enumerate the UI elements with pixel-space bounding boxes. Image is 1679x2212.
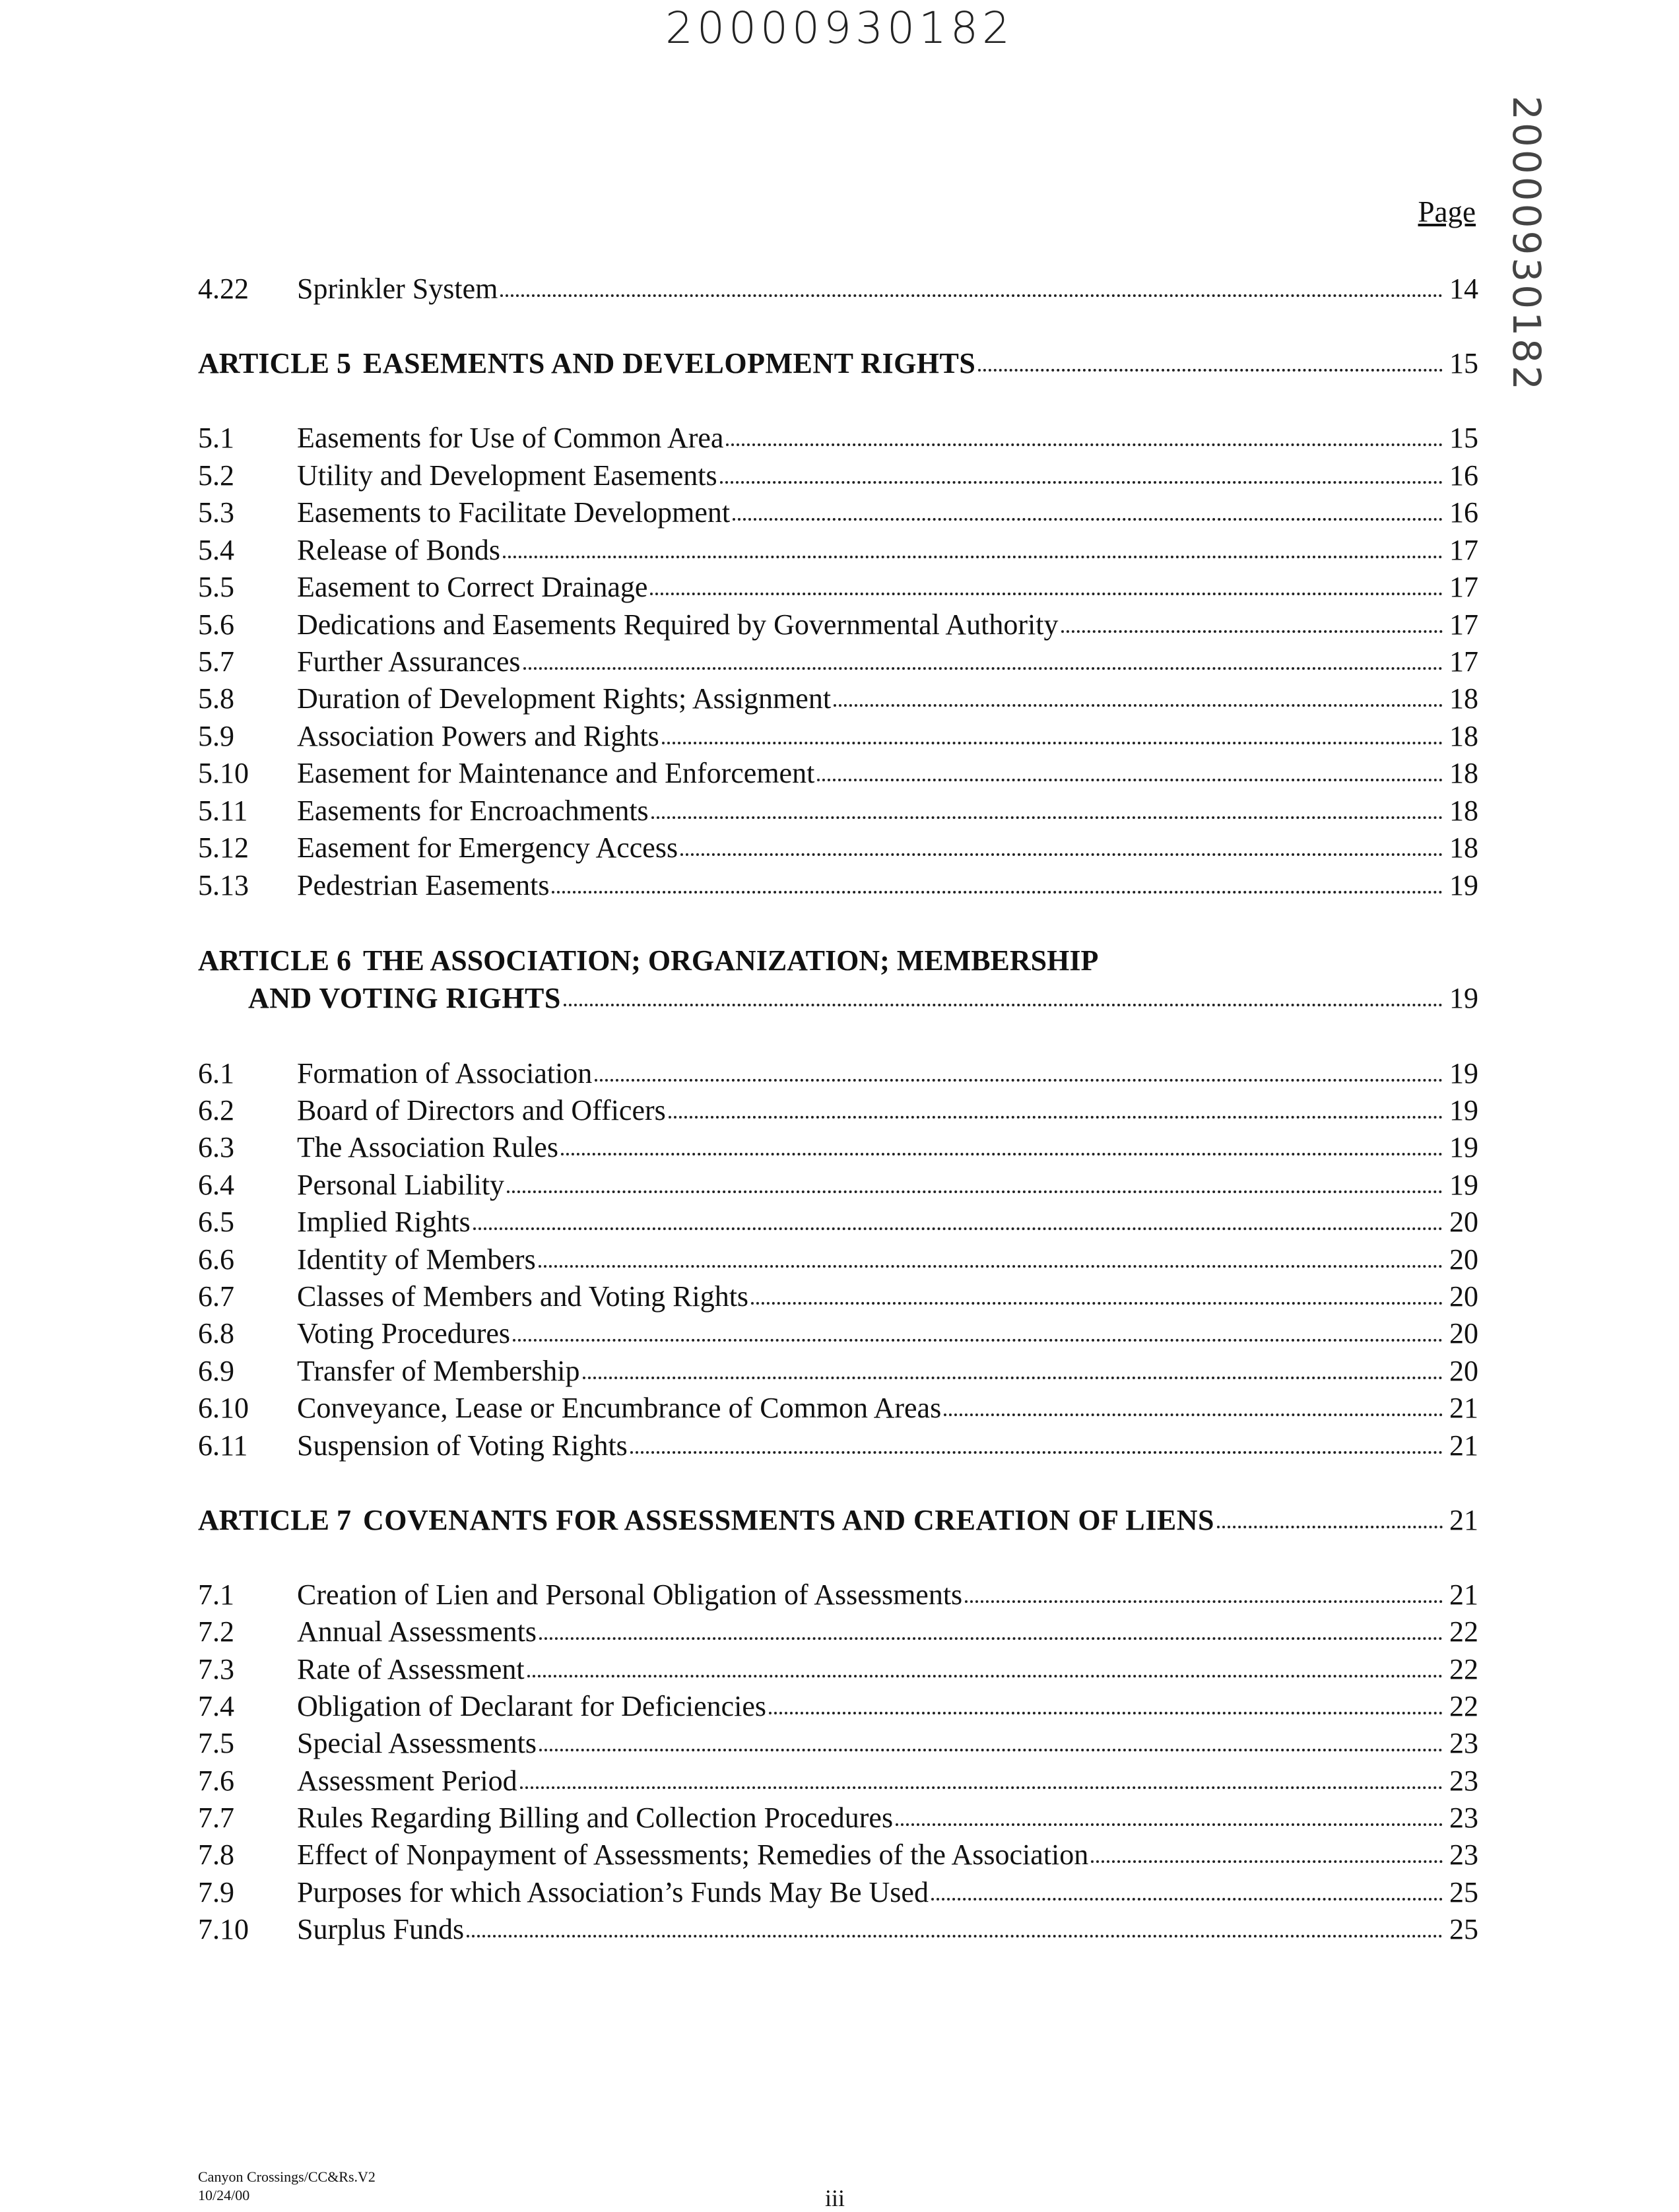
toc-entry[interactable] xyxy=(198,1801,1478,1839)
toc-entry[interactable] xyxy=(198,608,1478,646)
toc-entry-title: Association Powers and Rights xyxy=(297,720,659,752)
toc-entry[interactable] xyxy=(198,1317,1478,1355)
toc-entry[interactable] xyxy=(198,1838,1478,1876)
toc-entry-title: Assessment Period xyxy=(297,1765,517,1797)
dot-leader xyxy=(564,983,1443,1006)
toc-entry[interactable] xyxy=(198,496,1478,534)
toc-entry-page: 18 xyxy=(1449,720,1478,752)
toc-entry-page: 21 xyxy=(1449,1504,1478,1536)
toc-entry-title: THE ASSOCIATION; ORGANIZATION; MEMBERSHIP xyxy=(362,944,1099,977)
toc-article-heading[interactable] xyxy=(198,346,1478,385)
dot-leader xyxy=(583,1355,1443,1379)
toc-entry-number: 5.3 xyxy=(198,496,234,529)
toc-entry[interactable] xyxy=(198,570,1478,608)
toc-entry-number: ARTICLE 7 xyxy=(198,1504,351,1536)
toc-entry-title: Implied Rights xyxy=(297,1206,471,1238)
dot-leader xyxy=(680,832,1443,856)
toc-entry-title: Classes of Members and Voting Rights xyxy=(297,1280,749,1313)
toc-entry[interactable] xyxy=(198,1243,1478,1281)
toc-entry-number: 5.10 xyxy=(198,757,249,789)
toc-entry-title: Creation of Lien and Personal Obligation of Assessments xyxy=(297,1578,963,1611)
toc-entry-title: Rules Regarding Billing and Collection Procedures xyxy=(297,1802,894,1834)
toc-entry-number: 5.5 xyxy=(198,571,234,603)
toc-entry-number: 7.1 xyxy=(198,1578,234,1611)
dot-leader xyxy=(513,1318,1443,1342)
toc-entry-number: 6.11 xyxy=(198,1429,248,1462)
toc-entry-page: 18 xyxy=(1449,682,1478,715)
toc-entry-page: 16 xyxy=(1449,496,1478,529)
toc-entry-number: 7.5 xyxy=(198,1727,234,1759)
dot-leader xyxy=(1061,609,1443,633)
footer-date: 10/24/00 xyxy=(198,2187,250,2203)
footer-doc-info xyxy=(198,2168,376,2205)
dot-leader xyxy=(965,1579,1443,1603)
toc-entry[interactable] xyxy=(198,1912,1478,1951)
toc-entry[interactable] xyxy=(198,421,1478,459)
toc-entry[interactable] xyxy=(198,794,1478,832)
toc-entry-page: 18 xyxy=(1449,757,1478,789)
dot-leader xyxy=(931,1877,1443,1901)
toc-entry-page: 19 xyxy=(1449,869,1478,901)
toc-entry-title: EASEMENTS AND DEVELOPMENT RIGHTS xyxy=(362,347,976,379)
toc-entry-page: 23 xyxy=(1449,1765,1478,1797)
dot-leader xyxy=(467,1914,1443,1937)
dot-leader xyxy=(539,1616,1443,1640)
toc-entry-title: Annual Assessments xyxy=(297,1615,537,1648)
toc-entry-title: Suspension of Voting Rights xyxy=(297,1429,628,1462)
toc-entry[interactable] xyxy=(198,1615,1478,1653)
toc-entry-title: Effect of Nonpayment of Assessments; Remedies of the Association xyxy=(297,1838,1089,1871)
toc-entry[interactable] xyxy=(198,682,1478,720)
toc-entry-title: Sprinkler System xyxy=(297,273,498,305)
toc-entry-number: 7.9 xyxy=(198,1876,234,1908)
toc-entry-title: Easement for Emergency Access xyxy=(297,831,678,864)
dot-leader xyxy=(650,571,1443,595)
toc-entry[interactable] xyxy=(198,1875,1478,1914)
toc-entry-page: 19 xyxy=(1449,982,1478,1014)
toc-entry[interactable] xyxy=(198,459,1478,497)
dot-leader xyxy=(527,1654,1443,1677)
toc-entry-page: 16 xyxy=(1449,459,1478,492)
toc-entry-number: 6.9 xyxy=(198,1355,234,1387)
dot-leader xyxy=(769,1691,1443,1714)
toc-article-heading[interactable] xyxy=(198,1503,1478,1542)
toc-entry-number: 5.6 xyxy=(198,608,234,641)
dot-leader xyxy=(720,460,1443,484)
dot-leader xyxy=(726,422,1443,446)
dot-leader xyxy=(944,1392,1443,1416)
dot-leader xyxy=(503,535,1443,558)
toc-entry[interactable] xyxy=(198,1391,1478,1429)
toc-entry-page: 19 xyxy=(1449,1169,1478,1201)
toc-entry-number: 6.2 xyxy=(198,1094,234,1126)
dot-leader xyxy=(561,1132,1443,1155)
toc-entry-title-continued: AND VOTING RIGHTS xyxy=(248,982,561,1014)
toc-entry-page: 19 xyxy=(1449,1131,1478,1163)
toc-entry[interactable] xyxy=(198,1764,1478,1802)
toc-entry-number: 5.11 xyxy=(198,795,248,827)
toc-entry-page: 20 xyxy=(1449,1243,1478,1276)
toc-entry-number: 6.6 xyxy=(198,1243,234,1276)
toc-entry-title: Transfer of Membership xyxy=(297,1355,580,1387)
toc-entry[interactable] xyxy=(198,756,1478,795)
toc-entry-title: Personal Liability xyxy=(297,1169,505,1201)
toc-entry-title: Rate of Assessment xyxy=(297,1653,525,1685)
footer-doc-ref: Canyon Crossings/CC&Rs.V2 xyxy=(198,2168,376,2185)
dot-leader xyxy=(733,497,1443,521)
toc-entry-number: 7.3 xyxy=(198,1653,234,1685)
dot-leader xyxy=(520,1765,1443,1789)
footer-page-number: iii xyxy=(825,2185,845,2211)
dot-leader xyxy=(630,1430,1443,1454)
toc-entry-page: 17 xyxy=(1449,571,1478,603)
toc-entry[interactable] xyxy=(198,1093,1478,1132)
toc-entry-title: Identity of Members xyxy=(297,1243,536,1276)
toc-entry[interactable] xyxy=(198,831,1478,869)
toc-entry[interactable] xyxy=(198,1057,1478,1095)
toc-entry[interactable] xyxy=(198,1726,1478,1765)
toc-entry-title: Pedestrian Easements xyxy=(297,869,550,901)
dot-leader xyxy=(978,348,1443,372)
toc-entry-page: 25 xyxy=(1449,1913,1478,1945)
dot-leader xyxy=(552,870,1443,894)
toc-entry-page: 17 xyxy=(1449,534,1478,566)
toc-entry-number: 6.7 xyxy=(198,1280,234,1313)
dot-leader xyxy=(595,1058,1443,1082)
toc-entry-page: 20 xyxy=(1449,1355,1478,1387)
toc-entry-title: Utility and Development Easements xyxy=(297,459,717,492)
toc-entry-number: 7.10 xyxy=(198,1913,249,1945)
toc-entry-title: Surplus Funds xyxy=(297,1913,465,1945)
toc-entry-number: 5.12 xyxy=(198,831,249,864)
toc-entry[interactable] xyxy=(198,1130,1478,1169)
toc-entry-title: Obligation of Declarant for Deficiencies xyxy=(297,1690,767,1722)
toc-entry[interactable] xyxy=(198,1205,1478,1243)
toc-entry[interactable] xyxy=(198,1429,1478,1467)
toc-entry-page: 22 xyxy=(1449,1615,1478,1648)
toc-entry-number: 6.5 xyxy=(198,1206,234,1238)
toc-entry-number: 7.8 xyxy=(198,1838,234,1871)
toc-entry-number: 5.7 xyxy=(198,645,234,678)
toc-entry-page: 14 xyxy=(1449,273,1478,305)
toc-entry-number: ARTICLE 6 xyxy=(198,944,351,977)
toc-entry-number: ARTICLE 5 xyxy=(198,347,351,379)
toc-entry-page: 15 xyxy=(1449,422,1478,454)
toc-entry-title: Duration of Development Rights; Assignment xyxy=(297,682,832,715)
toc-entry-number: 5.4 xyxy=(198,534,234,566)
toc-entry[interactable] xyxy=(198,719,1478,758)
toc-entry[interactable] xyxy=(198,868,1478,907)
dot-leader xyxy=(669,1095,1443,1119)
toc-entry-page: 18 xyxy=(1449,831,1478,864)
toc-entry-page: 19 xyxy=(1449,1057,1478,1090)
toc-entry-title: Easement to Correct Drainage xyxy=(297,571,648,603)
dot-leader xyxy=(1091,1839,1443,1863)
toc-entry[interactable] xyxy=(198,1652,1478,1691)
dot-leader xyxy=(539,1244,1443,1268)
toc-entry[interactable] xyxy=(248,981,1478,1020)
toc-entry[interactable] xyxy=(198,1578,1478,1616)
toc-entry-page: 15 xyxy=(1449,347,1478,379)
toc-entry-title: Further Assurances xyxy=(297,645,521,678)
toc-entry-page: 23 xyxy=(1449,1838,1478,1871)
toc-entry-number: 6.3 xyxy=(198,1131,234,1163)
toc-entry-page: 22 xyxy=(1449,1653,1478,1685)
toc-entry-number: 6.8 xyxy=(198,1317,234,1350)
document-number-stamp: 20000930182 xyxy=(665,3,1014,53)
toc-entry[interactable] xyxy=(198,645,1478,683)
toc-entry-title: Release of Bonds xyxy=(297,534,500,566)
dot-leader xyxy=(817,758,1443,781)
dot-leader xyxy=(834,683,1443,707)
side-number-stamp: 20000930182 xyxy=(1504,96,1549,393)
toc-entry-title: Board of Directors and Officers xyxy=(297,1094,666,1126)
toc-entry-page: 25 xyxy=(1449,1876,1478,1908)
toc-entry-page: 21 xyxy=(1449,1578,1478,1611)
toc-entry-number: 7.4 xyxy=(198,1690,234,1722)
toc-entry-page: 23 xyxy=(1449,1802,1478,1834)
toc-entry-page: 20 xyxy=(1449,1280,1478,1313)
page-column-heading: Page xyxy=(1418,195,1476,228)
dot-leader xyxy=(539,1728,1443,1751)
toc-entry-number: 7.6 xyxy=(198,1765,234,1797)
dot-leader xyxy=(896,1802,1443,1826)
toc-entry-title: Easements for Encroachments xyxy=(297,795,649,827)
toc-entry-number: 7.7 xyxy=(198,1802,234,1834)
toc-entry-page: 23 xyxy=(1449,1727,1478,1759)
toc-entry-title: Easements for Use of Common Area xyxy=(297,422,724,454)
toc-entry-title: Purposes for which Association’s Funds May Be Used xyxy=(297,1876,929,1908)
toc-entry-title: COVENANTS FOR ASSESSMENTS AND CREATION OF LIENS xyxy=(362,1504,1214,1536)
toc-entry-page: 17 xyxy=(1449,608,1478,641)
dot-leader xyxy=(507,1169,1443,1193)
toc-entry-number: 6.4 xyxy=(198,1169,234,1201)
dot-leader xyxy=(751,1281,1443,1305)
toc-entry-title: Dedications and Easements Required by Governmental Authority xyxy=(297,608,1059,641)
toc-entry-number: 5.9 xyxy=(198,720,234,752)
toc-entry-number: 6.1 xyxy=(198,1057,234,1090)
toc-entry-number: 4.22 xyxy=(198,273,249,305)
toc-entry-number: 6.10 xyxy=(198,1392,249,1424)
dot-leader xyxy=(1217,1505,1443,1528)
toc-entry-page: 21 xyxy=(1449,1392,1478,1424)
toc-entry[interactable] xyxy=(198,1354,1478,1392)
toc-entry[interactable] xyxy=(198,272,1478,310)
toc-entry-page: 21 xyxy=(1449,1429,1478,1462)
toc-entry[interactable] xyxy=(198,1168,1478,1206)
dot-leader xyxy=(523,646,1443,670)
dot-leader xyxy=(473,1206,1443,1230)
toc-entry-title: Voting Procedures xyxy=(297,1317,511,1350)
toc-entry-page: 20 xyxy=(1449,1206,1478,1238)
toc-entry[interactable] xyxy=(198,1280,1478,1318)
toc-entry-page: 20 xyxy=(1449,1317,1478,1350)
toc-entry-title: Special Assessments xyxy=(297,1727,537,1759)
toc-entry-page: 17 xyxy=(1449,645,1478,678)
toc-entry-number: 5.13 xyxy=(198,869,249,901)
toc-article-heading xyxy=(198,944,1098,977)
toc-entry-title: Conveyance, Lease or Encumbrance of Common Areas xyxy=(297,1392,942,1424)
toc-entry[interactable] xyxy=(198,1689,1478,1728)
toc-entry-page: 19 xyxy=(1449,1094,1478,1126)
dot-leader xyxy=(500,273,1443,297)
toc-entry-title: Formation of Association xyxy=(297,1057,593,1090)
toc-entry[interactable] xyxy=(198,533,1478,571)
toc-entry-page: 22 xyxy=(1449,1690,1478,1722)
toc-entry-number: 7.2 xyxy=(198,1615,234,1648)
dot-leader xyxy=(662,721,1443,744)
toc-entry-number: 5.1 xyxy=(198,422,234,454)
toc-entry-title: Easements to Facilitate Development xyxy=(297,496,731,529)
toc-entry-number: 5.8 xyxy=(198,682,234,715)
toc-entry-title: Easement for Maintenance and Enforcement xyxy=(297,757,815,789)
toc-entry-title: The Association Rules xyxy=(297,1131,558,1163)
toc-entry-page: 18 xyxy=(1449,795,1478,827)
toc-entry-number: 5.2 xyxy=(198,459,234,492)
dot-leader xyxy=(651,795,1443,819)
